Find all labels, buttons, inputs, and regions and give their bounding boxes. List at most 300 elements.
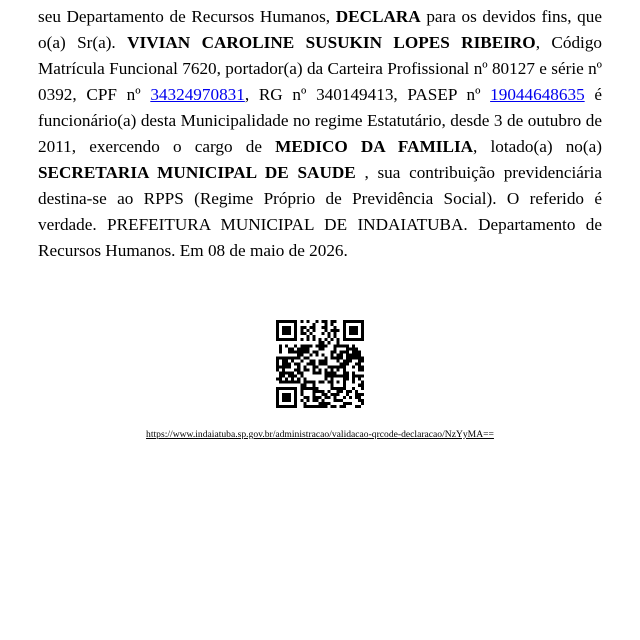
qr-module [285, 381, 288, 384]
qr-module [343, 362, 346, 365]
qr-module [331, 393, 334, 396]
qr-module [322, 381, 325, 384]
qr-module [325, 338, 328, 341]
qr-module [294, 393, 297, 396]
cpf-link[interactable]: 34324970831 [150, 85, 245, 104]
qr-module [334, 347, 337, 350]
qr-module [337, 341, 340, 344]
qr-module [355, 405, 358, 408]
qr-module [340, 350, 343, 353]
qr-module [331, 356, 334, 359]
qr-module [312, 326, 315, 329]
qr-module [343, 344, 346, 347]
qr-module [306, 338, 309, 341]
qr-module [343, 369, 346, 372]
qr-module [285, 378, 288, 381]
qr-module [303, 396, 306, 399]
qr-module [334, 350, 337, 353]
qr-module [288, 405, 291, 408]
qr-module [315, 387, 318, 390]
qr-module [285, 338, 288, 341]
declara-keyword: DECLARA [335, 7, 421, 26]
qr-module [315, 399, 318, 402]
qr-module [343, 320, 346, 323]
qr-module [279, 381, 282, 384]
qr-module [334, 356, 337, 359]
qr-module [343, 359, 346, 362]
qr-module [349, 338, 352, 341]
qr-module [285, 362, 288, 365]
qr-module [312, 350, 315, 353]
qr-module [325, 372, 328, 375]
qr-module [300, 399, 303, 402]
qr-module [349, 320, 352, 323]
qr-module [334, 329, 337, 332]
qr-module [306, 347, 309, 350]
qr-module [346, 372, 349, 375]
qr-module [331, 329, 334, 332]
qr-module [291, 375, 294, 378]
qr-module [337, 381, 340, 384]
qr-module [276, 405, 279, 408]
qr-module [361, 393, 364, 396]
qr-module [312, 366, 315, 369]
qr-module [349, 359, 352, 362]
qr-module [312, 372, 315, 375]
qr-module [343, 375, 346, 378]
qr-module [343, 366, 346, 369]
qr-module [279, 347, 282, 350]
qr-module [355, 329, 358, 332]
qr-module [343, 405, 346, 408]
qr-module [322, 359, 325, 362]
qr-module [303, 350, 306, 353]
intro-text: seu Departamento de Recursos Humanos, [38, 7, 336, 26]
qr-module [282, 359, 285, 362]
qr-module [346, 359, 349, 362]
qr-module [331, 366, 334, 369]
qr-module [309, 353, 312, 356]
qr-module [294, 399, 297, 402]
qr-code-icon [276, 320, 364, 408]
qr-module [279, 387, 282, 390]
qr-module [312, 323, 315, 326]
qr-module [337, 369, 340, 372]
qr-module [361, 356, 364, 359]
qr-module [331, 369, 334, 372]
qr-module [328, 375, 331, 378]
qr-module [349, 353, 352, 356]
qr-module [358, 353, 361, 356]
para-fins-text: para os devidos fins, que o(a) Sr(a). [38, 7, 602, 52]
qr-module [297, 366, 300, 369]
qr-module [352, 350, 355, 353]
qr-module [291, 405, 294, 408]
qr-code [276, 320, 364, 408]
qr-module [355, 332, 358, 335]
qr-module [318, 396, 321, 399]
qr-module [325, 320, 328, 323]
qr-module [328, 335, 331, 338]
qr-module [294, 332, 297, 335]
qr-module [312, 338, 315, 341]
qr-module [349, 332, 352, 335]
qr-module [322, 390, 325, 393]
qr-module [285, 393, 288, 396]
qr-module [331, 350, 334, 353]
qr-module [337, 366, 340, 369]
verification-url[interactable]: https://www.indaiatuba.sp.gov.br/administracao/validacao-qrcode-declaracao/NzYyMA== [146, 429, 494, 440]
qr-module [343, 384, 346, 387]
qr-module [325, 329, 328, 332]
qr-module [340, 362, 343, 365]
qr-module [297, 356, 300, 359]
qr-module [361, 335, 364, 338]
qr-module [331, 387, 334, 390]
qr-module [303, 387, 306, 390]
qr-module [355, 353, 358, 356]
qr-module [355, 326, 358, 329]
qr-module [279, 378, 282, 381]
qr-module [328, 341, 331, 344]
qr-module [300, 326, 303, 329]
qr-module [294, 326, 297, 329]
qr-module [352, 366, 355, 369]
qr-module [291, 387, 294, 390]
qr-module [312, 405, 315, 408]
qr-module [282, 396, 285, 399]
qr-module [309, 362, 312, 365]
qr-module [322, 353, 325, 356]
qr-module [285, 356, 288, 359]
qr-module [282, 387, 285, 390]
qr-module [279, 356, 282, 359]
qr-module [325, 356, 328, 359]
qr-module [276, 326, 279, 329]
qr-module [331, 372, 334, 375]
qr-module [328, 366, 331, 369]
qr-module [312, 384, 315, 387]
qr-module [279, 405, 282, 408]
qr-module [285, 396, 288, 399]
qr-module [340, 353, 343, 356]
qr-module [312, 393, 315, 396]
qr-module [337, 375, 340, 378]
qr-module [300, 350, 303, 353]
qr-module [294, 335, 297, 338]
qr-module [334, 375, 337, 378]
qr-module [285, 359, 288, 362]
qr-module [352, 326, 355, 329]
qr-module [291, 350, 294, 353]
qr-module [309, 344, 312, 347]
qr-module [337, 353, 340, 356]
qr-module [294, 344, 297, 347]
qr-module [306, 396, 309, 399]
qr-module [279, 338, 282, 341]
qr-module [340, 375, 343, 378]
qr-module [306, 399, 309, 402]
qr-module [331, 378, 334, 381]
qr-module [343, 332, 346, 335]
qr-module [328, 390, 331, 393]
qr-module [358, 405, 361, 408]
qr-module [337, 390, 340, 393]
qr-module [337, 399, 340, 402]
qr-module [346, 347, 349, 350]
qr-module [334, 335, 337, 338]
qr-module [331, 323, 334, 326]
qr-module [361, 384, 364, 387]
qr-module [285, 399, 288, 402]
qr-module [318, 369, 321, 372]
qr-module [294, 390, 297, 393]
qr-module [303, 384, 306, 387]
qr-module [337, 344, 340, 347]
qr-module [358, 399, 361, 402]
qr-module [355, 347, 358, 350]
qr-module [325, 405, 328, 408]
qr-module [343, 402, 346, 405]
qr-module [291, 347, 294, 350]
qr-module [285, 387, 288, 390]
qr-module [282, 366, 285, 369]
qr-module [276, 390, 279, 393]
qr-module [291, 378, 294, 381]
qr-module [294, 405, 297, 408]
qr-module [358, 356, 361, 359]
qr-module [355, 356, 358, 359]
qr-module [291, 372, 294, 375]
qr-module [291, 356, 294, 359]
qr-module [325, 402, 328, 405]
qr-module [322, 399, 325, 402]
qr-module [343, 381, 346, 384]
qr-module [306, 350, 309, 353]
qr-module [318, 390, 321, 393]
qr-module [358, 375, 361, 378]
qr-module [282, 375, 285, 378]
qr-module [343, 326, 346, 329]
qr-module [358, 393, 361, 396]
qr-module [294, 323, 297, 326]
qr-module [306, 369, 309, 372]
qr-module [276, 396, 279, 399]
qr-module [325, 344, 328, 347]
qr-module [306, 344, 309, 347]
qr-module [309, 359, 312, 362]
qr-module [312, 359, 315, 362]
pasep-link[interactable]: 19044648635 [490, 85, 585, 104]
qr-module [276, 356, 279, 359]
qr-module [334, 332, 337, 335]
qr-module [328, 396, 331, 399]
qr-module [331, 353, 334, 356]
qr-module [315, 372, 318, 375]
lotado-text: , lotado(a) no(a) [473, 137, 602, 156]
qr-module [352, 356, 355, 359]
closing-text: , sua contribuição previdenciária destina-se ao RPPS (Regime Próprio de Previdência Social). O referido é verdade. PREFEITURA MUNICIPAL DE INDAIATUBA. Departamento de Recursos Humanos. Em 08 de maio de 2026. [38, 163, 602, 260]
qr-module [325, 378, 328, 381]
qr-module [349, 356, 352, 359]
qr-module [328, 332, 331, 335]
qr-module [276, 359, 279, 362]
qr-module [309, 332, 312, 335]
qr-module [334, 387, 337, 390]
qr-module [358, 384, 361, 387]
qr-module [294, 362, 297, 365]
qr-module [282, 381, 285, 384]
qr-module [343, 372, 346, 375]
qr-module [358, 359, 361, 362]
qr-module [352, 347, 355, 350]
qr-module [361, 323, 364, 326]
qr-module [276, 393, 279, 396]
qr-module [303, 347, 306, 350]
qr-module [358, 396, 361, 399]
qr-module [322, 326, 325, 329]
qr-module [361, 399, 364, 402]
qr-module [303, 402, 306, 405]
qr-module [346, 356, 349, 359]
qr-module [282, 338, 285, 341]
qr-module [297, 369, 300, 372]
qr-module [322, 362, 325, 365]
qr-module [276, 402, 279, 405]
qr-module [331, 381, 334, 384]
qr-module [349, 396, 352, 399]
qr-module [276, 320, 279, 323]
qr-module [300, 344, 303, 347]
qr-module [315, 353, 318, 356]
qr-module [282, 356, 285, 359]
qr-module [291, 381, 294, 384]
qr-module [294, 356, 297, 359]
qr-module [331, 384, 334, 387]
declaration-paragraph [38, 0, 602, 264]
qr-module [312, 381, 315, 384]
qr-module [318, 402, 321, 405]
qr-module [303, 381, 306, 384]
qr-module [315, 405, 318, 408]
qr-module [300, 375, 303, 378]
qr-module [337, 387, 340, 390]
qr-module [288, 381, 291, 384]
qr-module [343, 378, 346, 381]
qr-module [303, 332, 306, 335]
qr-module [294, 381, 297, 384]
qr-module [285, 344, 288, 347]
qr-module [276, 369, 279, 372]
qr-module [291, 320, 294, 323]
qr-module [294, 369, 297, 372]
qr-module [306, 356, 309, 359]
qr-module [300, 320, 303, 323]
qr-module [315, 390, 318, 393]
qr-module [288, 356, 291, 359]
qr-module [346, 402, 349, 405]
qr-module [355, 390, 358, 393]
qr-module [337, 338, 340, 341]
qr-module [318, 372, 321, 375]
qr-module [288, 362, 291, 365]
qr-module [306, 362, 309, 365]
qr-module [322, 320, 325, 323]
qr-module [322, 405, 325, 408]
qr-module [322, 332, 325, 335]
qr-module [288, 396, 291, 399]
qr-module [346, 362, 349, 365]
qr-module [300, 338, 303, 341]
qr-module [291, 338, 294, 341]
qr-module [334, 344, 337, 347]
qr-module [285, 326, 288, 329]
qr-module [358, 350, 361, 353]
qr-module [279, 350, 282, 353]
qr-module [349, 347, 352, 350]
qr-module [331, 320, 334, 323]
qr-module [352, 344, 355, 347]
qr-module [349, 329, 352, 332]
qr-module [297, 353, 300, 356]
qr-module [361, 366, 364, 369]
qr-module [352, 387, 355, 390]
qr-module [276, 387, 279, 390]
qr-module [318, 341, 321, 344]
qr-module [306, 320, 309, 323]
qr-module [279, 375, 282, 378]
qr-module [303, 405, 306, 408]
qr-module [334, 372, 337, 375]
qr-module [315, 320, 318, 323]
qr-module [325, 396, 328, 399]
qr-module [309, 405, 312, 408]
qr-module [288, 375, 291, 378]
qr-module [318, 359, 321, 362]
qr-module [334, 393, 337, 396]
qr-module [361, 375, 364, 378]
qr-module [355, 375, 358, 378]
qr-module [312, 335, 315, 338]
qr-module [276, 329, 279, 332]
qr-module [361, 320, 364, 323]
qr-module [343, 338, 346, 341]
qr-module [300, 329, 303, 332]
qr-module [361, 387, 364, 390]
qr-module [358, 369, 361, 372]
qr-module [303, 344, 306, 347]
qr-module [294, 402, 297, 405]
qr-module [282, 320, 285, 323]
qr-module [346, 378, 349, 381]
employee-name: VIVIAN CAROLINE SUSUKIN LOPES RIBEIRO [127, 33, 536, 52]
qr-module [282, 372, 285, 375]
qr-module [288, 332, 291, 335]
qr-module [282, 326, 285, 329]
qr-module [346, 320, 349, 323]
qr-module [303, 326, 306, 329]
qr-module [288, 399, 291, 402]
qr-module [361, 381, 364, 384]
qr-module [346, 393, 349, 396]
qr-module [303, 369, 306, 372]
qr-module [276, 399, 279, 402]
qr-module [325, 369, 328, 372]
qr-module [294, 387, 297, 390]
qr-module [325, 362, 328, 365]
qr-module [288, 372, 291, 375]
qr-module [361, 369, 364, 372]
